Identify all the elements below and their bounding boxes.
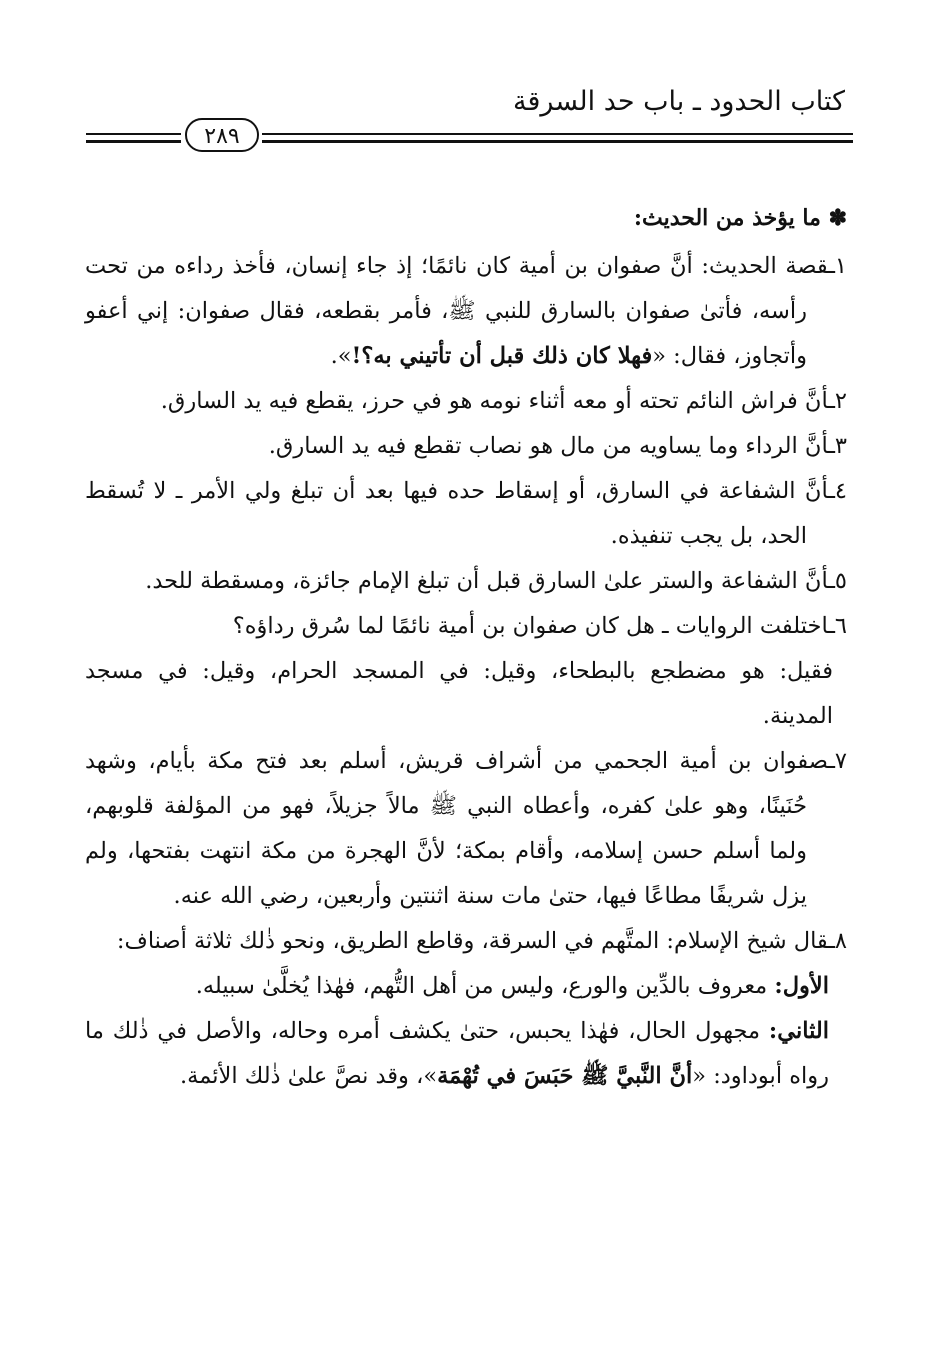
item-text: اختلفت الروايات ـ هل كان صفوان بن أمية نائمًا لما سُرق رداؤه؟ — [232, 613, 829, 639]
list-item — [85, 919, 847, 964]
item-number: ١ـ — [828, 253, 847, 279]
list-item — [85, 604, 847, 649]
section-heading — [85, 196, 847, 241]
category-first — [85, 964, 847, 1009]
list-item — [85, 424, 847, 469]
item-sub-paragraph: فقيل: هو مضطجع بالبطحاء، وقيل: في المسجد الحرام، وقيل: في مسجد المدينة. — [85, 658, 833, 729]
header-rule-right-thin — [262, 133, 853, 135]
running-title: كتاب الحدود ـ باب حد السرقة — [513, 86, 845, 117]
item-number: ٣ـ — [828, 433, 847, 459]
category-label: الثاني: — [768, 1018, 829, 1044]
header-rule-left-thick — [86, 140, 181, 143]
list-item — [85, 379, 847, 424]
item-number: ٤ـ — [828, 478, 847, 504]
item-number: ٢ـ — [828, 388, 847, 414]
item-text-end: ». — [330, 343, 352, 369]
hadith-quote: فهلا كان ذلك قبل أن تأتيني به؟! — [351, 343, 653, 369]
item-text: أنَّ الرداء وما يساويه من مال هو نصاب تقطع فيه يد السارق. — [268, 433, 829, 459]
section-heading-text: ما يؤخذ من الحديث: — [633, 205, 821, 231]
item-number: ٦ـ — [828, 613, 847, 639]
item-text: أنَّ الشفاعة في السارق، أو إسقاط حده فيها بعد أن تبلغ ولي الأمر ـ لا تُسقط الحد، بل يجب تنفيذه. — [85, 478, 829, 549]
category-second — [85, 1009, 847, 1099]
list-item — [85, 469, 847, 559]
item-text: أنَّ فراش النائم تحته أو معه أثناء نومه هو في حرز، يقطع فيه يد السارق. — [160, 388, 829, 414]
item-number: ٨ـ — [828, 928, 847, 954]
header-rule-right-thick — [262, 140, 853, 143]
item-text: قال شيخ الإسلام: المتَّهم في السرقة، وقاطع الطريق، ونحو ذٰلك ثلاثة أصناف: — [116, 928, 829, 954]
item-number: ٥ـ — [828, 568, 847, 594]
list-item — [85, 244, 847, 379]
item-text: أنَّ الشفاعة والستر علىٰ السارق قبل أن تبلغ الإمام جائزة، ومسقطة للحد. — [145, 568, 829, 594]
list-item — [85, 739, 847, 919]
page-number: ٢٨٩ — [185, 118, 259, 152]
header-rule-left-thin — [86, 133, 181, 135]
item-text: صفوان بن أمية الجحمي من أشراف قريش، أسلم بعد فتح مكة بأيام، وشهد حُنَينًا، وهو علىٰ كفره، وأعطاه النبي ﷺ مالاً جزيلاً، فهو من المؤلفة قلوبهم، ولما أسلم حسن إسلامه، وأقام بمكة؛ لأنَّ الهجرة من مكة انتهت بفتحها، ولم يزل شريفًا مطاعًا فيها، حتىٰ مات سنة اثنتين وأربعين، رضي الله عنه. — [85, 748, 829, 909]
category-text: معروف بالدِّين والورع، وليس من أهل التُّهم، فهٰذا يُخلَّىٰ سبيله. — [195, 973, 768, 999]
category-label: الأول: — [774, 973, 829, 999]
hadith-quote: أنَّ النَّبيَّ ﷺ حَبَسَ في تُهْمَة — [437, 1063, 693, 1089]
category-text-end: »، وقد نصَّ علىٰ ذٰلك الأئمة. — [180, 1063, 438, 1089]
body-text — [85, 196, 847, 1099]
list-item — [85, 559, 847, 604]
category-text: مجهول الحال، فهٰذا يحبس، حتىٰ يكشف أمره وحاله، والأصل في ذٰلك ما رواه أبوداود: « — [85, 1018, 829, 1089]
star-bullet-icon: ✽ — [828, 205, 847, 231]
item-number: ٧ـ — [828, 748, 847, 774]
item-text: قصة الحديث: أنَّ صفوان بن أمية كان نائمًا؛ إذ جاء إنسان، فأخذ رداءه من تحت رأسه، فأتىٰ صفوان بالسارق للنبي ﷺ، فأمر بقطعه، فقال صفوان: إني أعفو وأتجاوز، فقال: « — [85, 253, 829, 369]
